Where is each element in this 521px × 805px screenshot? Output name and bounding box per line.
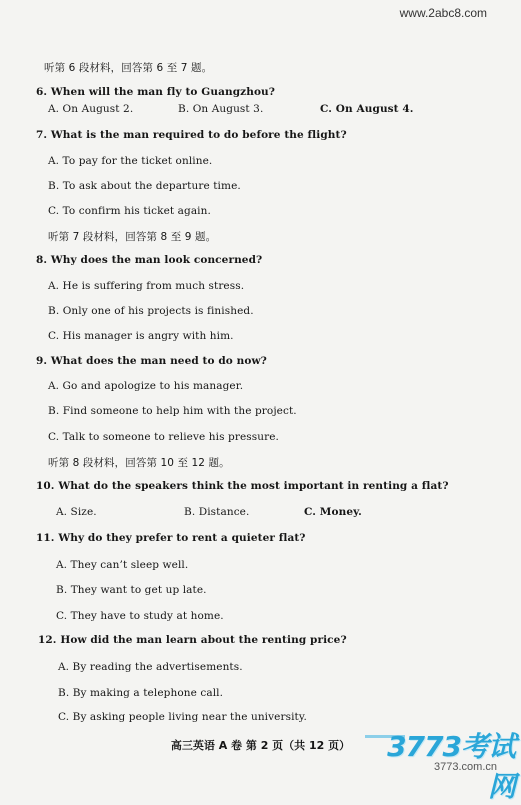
option-item: A. They can’t sleep well.: [56, 559, 189, 571]
option-item: B. By making a telephone call.: [58, 687, 224, 699]
section-instruction: 听第 8 段材料，回答第 10 至 12 题。: [48, 457, 230, 469]
option-item: A. He is suffering from much stress.: [48, 280, 245, 292]
option-item: B. To ask about the departure time.: [48, 180, 241, 192]
question-text: 11. Why do they prefer to rent a quieter flat?: [36, 532, 306, 544]
option-item: B. Only one of his projects is finished.: [48, 305, 254, 317]
question-text: 9. What does the man need to do now?: [36, 355, 267, 367]
option-item: C. Talk to someone to relieve his pressure.: [48, 431, 279, 443]
option-item: B. Find someone to help him with the project.: [48, 405, 297, 417]
option-item: A. By reading the advertisements.: [58, 661, 243, 673]
option-item: C. Money.: [304, 506, 362, 518]
option-item: B. They want to get up late.: [56, 584, 207, 596]
question-text: 12. How did the man learn about the renting price?: [38, 634, 347, 646]
section-instruction: 听第 7 段材料，回答第 8 至 9 题。: [48, 231, 217, 243]
option-item: C. By asking people living near the university.: [58, 711, 307, 723]
option-item: A. To pay for the ticket online.: [48, 155, 213, 167]
option-item: C. On August 4.: [320, 103, 414, 115]
question-text: 10. What do the speakers think the most important in renting a flat?: [36, 480, 449, 492]
watermark-site: www.2abc8.com: [399, 6, 487, 20]
question-text: 7. What is the man required to do before the flight?: [36, 129, 347, 141]
page-footer: 高三英语 A 卷 第 2 页（共 12 页）: [170, 739, 351, 752]
logo-url: 3773.com.cn: [434, 761, 497, 773]
option-item: A. Go and apologize to his manager.: [48, 380, 244, 392]
section-instruction: 听第 6 段材料，回答第 6 至 7 题。: [44, 62, 213, 74]
option-item: B. Distance.: [184, 506, 250, 518]
option-item: C. To confirm his ticket again.: [48, 205, 211, 217]
option-item: A. Size.: [56, 506, 97, 518]
option-item: C. They have to study at home.: [56, 610, 224, 622]
question-text: 6. When will the man fly to Guangzhou?: [36, 86, 276, 98]
option-item: B. On August 3.: [178, 103, 264, 115]
option-item: A. On August 2.: [48, 103, 134, 115]
option-item: C. His manager is angry with him.: [48, 330, 234, 342]
question-text: 8. Why does the man look concerned?: [36, 254, 263, 266]
logo-text: 3773考试网: [387, 730, 515, 803]
brand-logo: [365, 725, 515, 803]
